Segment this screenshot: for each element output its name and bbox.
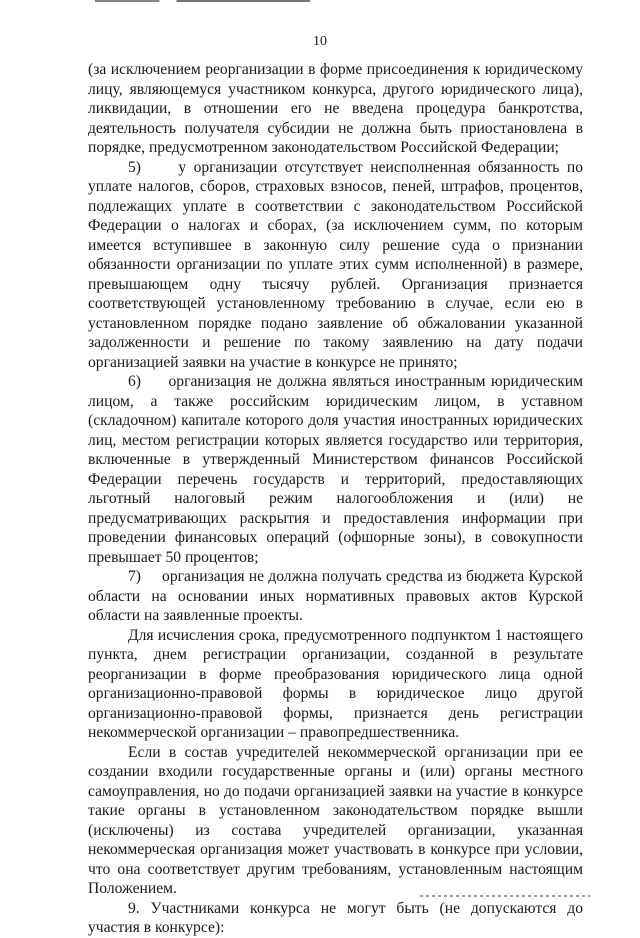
top-edge-line: [95, 0, 310, 2]
paragraph-founders: Если в состав учредителей некоммерческой организации при ее создании входили государственные органы и (или) органы местного самоуправления, но до подачи организацией заявки на участие в конкурсе такие органы в установленном законодательством порядке вышли (исключены) из состава учредителей организации, указанная некоммерческая организация может участвовать в конкурсе при условии, что она соответствует другим требованиям, установленным настоящим Положением.: [88, 743, 583, 897]
paragraph-continuation: (за исключением реорганизации в форме присоединения к юридическому лицу, являющемуся участником конкурса, другого юридического лица), ликвидации, в отношении его не введена процедура банкротства, деятельность получателя субсидии не должна быть приостановлена в порядке, предусмотренном законодательством Российской Федерации;: [88, 61, 583, 156]
bottom-scan-marks: [420, 895, 590, 897]
paragraph-term-calculation: Для исчисления срока, предусмотренного подпунктом 1 настоящего пункта, днем регистрации организации, созданной в результате реорганизации в форме преобразования юридического лица одной организационно-правовой формы в юридическое лицо другой организационно-правовой формы, признается день регистрации некоммерческой организации – правопредшественника.: [88, 626, 583, 741]
paragraph-item-5: 5) у организации отсутствует неисполненная обязанность по уплате налогов, сборов, страховых взносов, пеней, штрафов, процентов, подлежащих уплате в соответствии с законодательством Российской Федерации о налогах и сборах, (за исключением сумм, по которым имеется вступившее в законную силу решение суда о признании обязанности организации по уплате этих сумм исполненной) в размере, превышающем одну тысячу рублей. Организация признается соответствующей установленному требованию в случае, если ею в установленном порядке подано заявление об обжаловании указанной задолженности и решение по такому заявлению на дату подачи организацией заявки на участие в конкурсе не принято;: [88, 158, 583, 371]
document-body: [88, 60, 583, 938]
paragraph-item-9: 9. Участниками конкурса не могут быть (не допускаются до участия в конкурсе):: [88, 899, 583, 936]
paragraph-item-7: 7) организация не должна получать средства из бюджета Курской области на основании иных нормативных правовых актов Курской области на заявленные проекты.: [88, 568, 583, 624]
page-number: 10: [313, 34, 327, 49]
paragraph-item-6: 6) организация не должна являться иностранным юридическим лицом, а также российским юридическим лицом, в уставном (складочном) капитале которого доля участия иностранных юридических лиц, местом регистрации которых является государство или территория, включенные в утвержденный Министерством финансов Российской Федерации перечень государств и территорий, предоставляющих льготный налоговый режим налогообложения и (или) не предусматривающих раскрытия и предоставления информации при проведении финансовых операций (офшорные зоны), в совокупности превышает 50 процентов;: [88, 373, 583, 566]
